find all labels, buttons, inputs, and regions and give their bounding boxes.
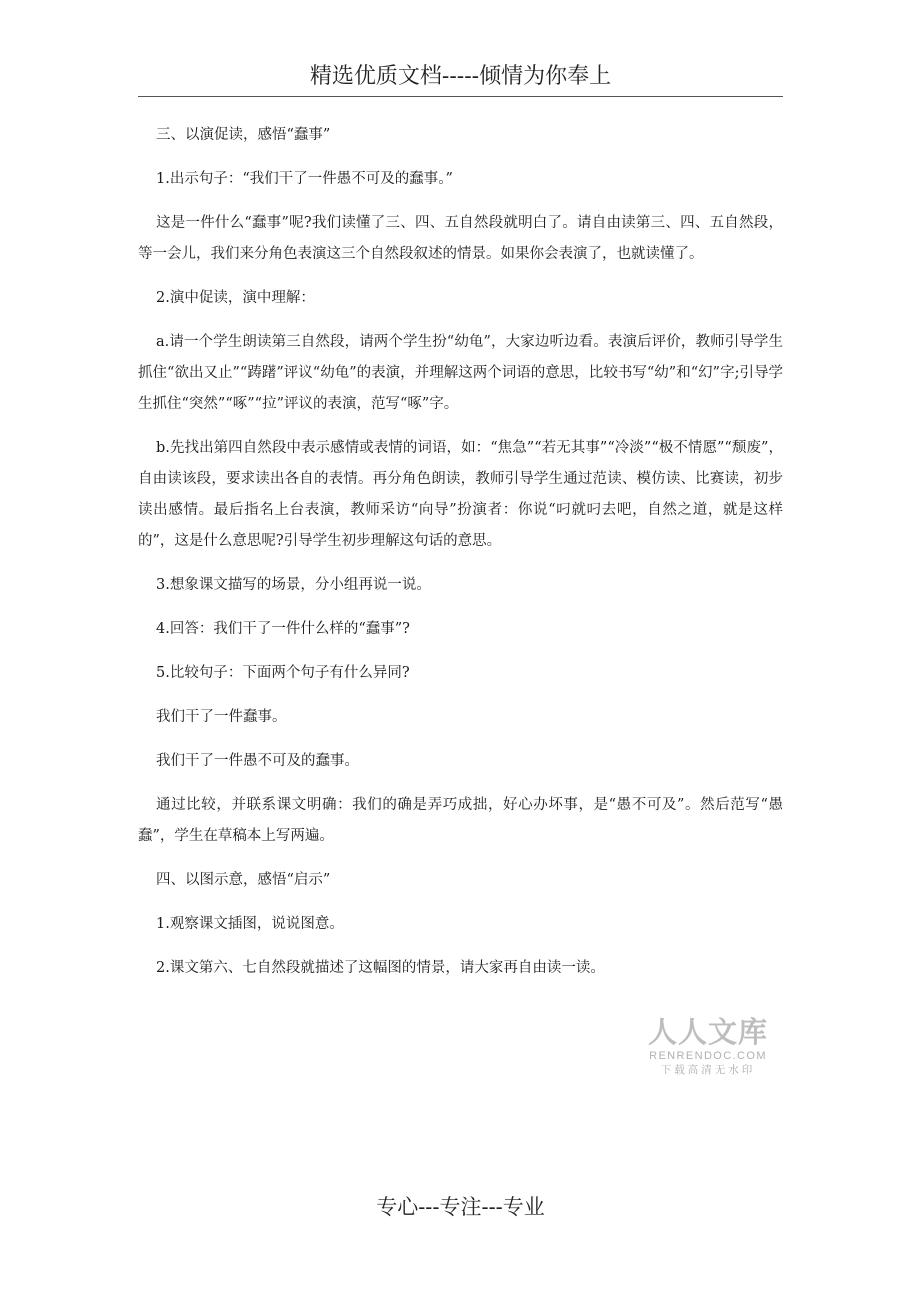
page-footer: 专心---专注---专业 — [376, 1195, 545, 1219]
paragraph: 2.课文第六、七自然段就描述了这幅图的情景，请大家再自由读一读。 — [156, 960, 605, 976]
paragraph: 通过比较，并联系课文明确：我们的确是弄巧成拙，好心办坏事，是“愚不可及”。然后范写“愚蠢”，学生在草稿本上写两遍。 — [138, 797, 783, 844]
header-divider — [138, 96, 783, 97]
section-heading: 四、以图示意，感悟“启示” — [156, 872, 331, 888]
paragraph: b.先找出第四自然段中表示感情或表情的词语，如：“焦急”“若无其事”“冷淡”“极不情愿”“颓废”，自由读该段，要求读出各自的表情。再分角色朗读，教师引导学生通过范读、模仿读、比赛读，初步读出感情。最后指名上台表演，教师采访“向导”扮演者：你说“叼就叼去吧，自然之道，就是这样的”，这是什么意思呢?引导学生初步理解这句话的意思。 — [138, 440, 783, 549]
example-sentence: 我们干了一件愚不可及的蠢事。 — [156, 753, 359, 769]
watermark-logo — [644, 1016, 772, 1078]
section-heading: 三、以演促读，感悟“蠢事” — [156, 127, 331, 143]
paragraph: 1.出示句子：“我们干了一件愚不可及的蠢事。” — [156, 171, 453, 187]
paragraph: 5.比较句子：下面两个句子有什么异同? — [156, 665, 410, 681]
watermark-title: 人人文库 — [647, 1017, 768, 1049]
paragraph: a.请一个学生朗读第三自然段，请两个学生扮“幼龟”，大家边听边看。表演后评价，教师引导学生抓住“欲出又止”“踌躇”评议“幼龟”的表演，并理解这两个词语的意思，比较书写“幼”和“幻”字;引导学生抓住“突然”“啄”“拉”评议的表演，范写“啄”字。 — [138, 334, 783, 412]
paragraph: 3.想象课文描写的场景，分小组再说一说。 — [156, 577, 431, 593]
paragraph: 4.回答：我们干了一件什么样的“蠢事”? — [156, 621, 410, 637]
example-sentence: 我们干了一件蠢事。 — [156, 709, 287, 725]
paragraph: 2.演中促读，演中理解： — [156, 290, 315, 306]
paragraph: 1.观察课文插图，说说图意。 — [156, 916, 344, 932]
watermark-domain: RENRENDOC.COM — [649, 1050, 767, 1062]
watermark-subtitle: 下载高清无水印 — [660, 1064, 756, 1076]
paragraph: 这是一件什么“蠢事”呢?我们读懂了三、四、五自然段就明白了。请自由读第三、四、五自然段，等一会儿，我们来分角色表演这三个自然段叙述的情景。如果你会表演了，也就读懂了。 — [138, 215, 783, 262]
page-header-title: 精选优质文档-----倾情为你奉上 — [309, 64, 612, 89]
document-body — [138, 120, 783, 997]
